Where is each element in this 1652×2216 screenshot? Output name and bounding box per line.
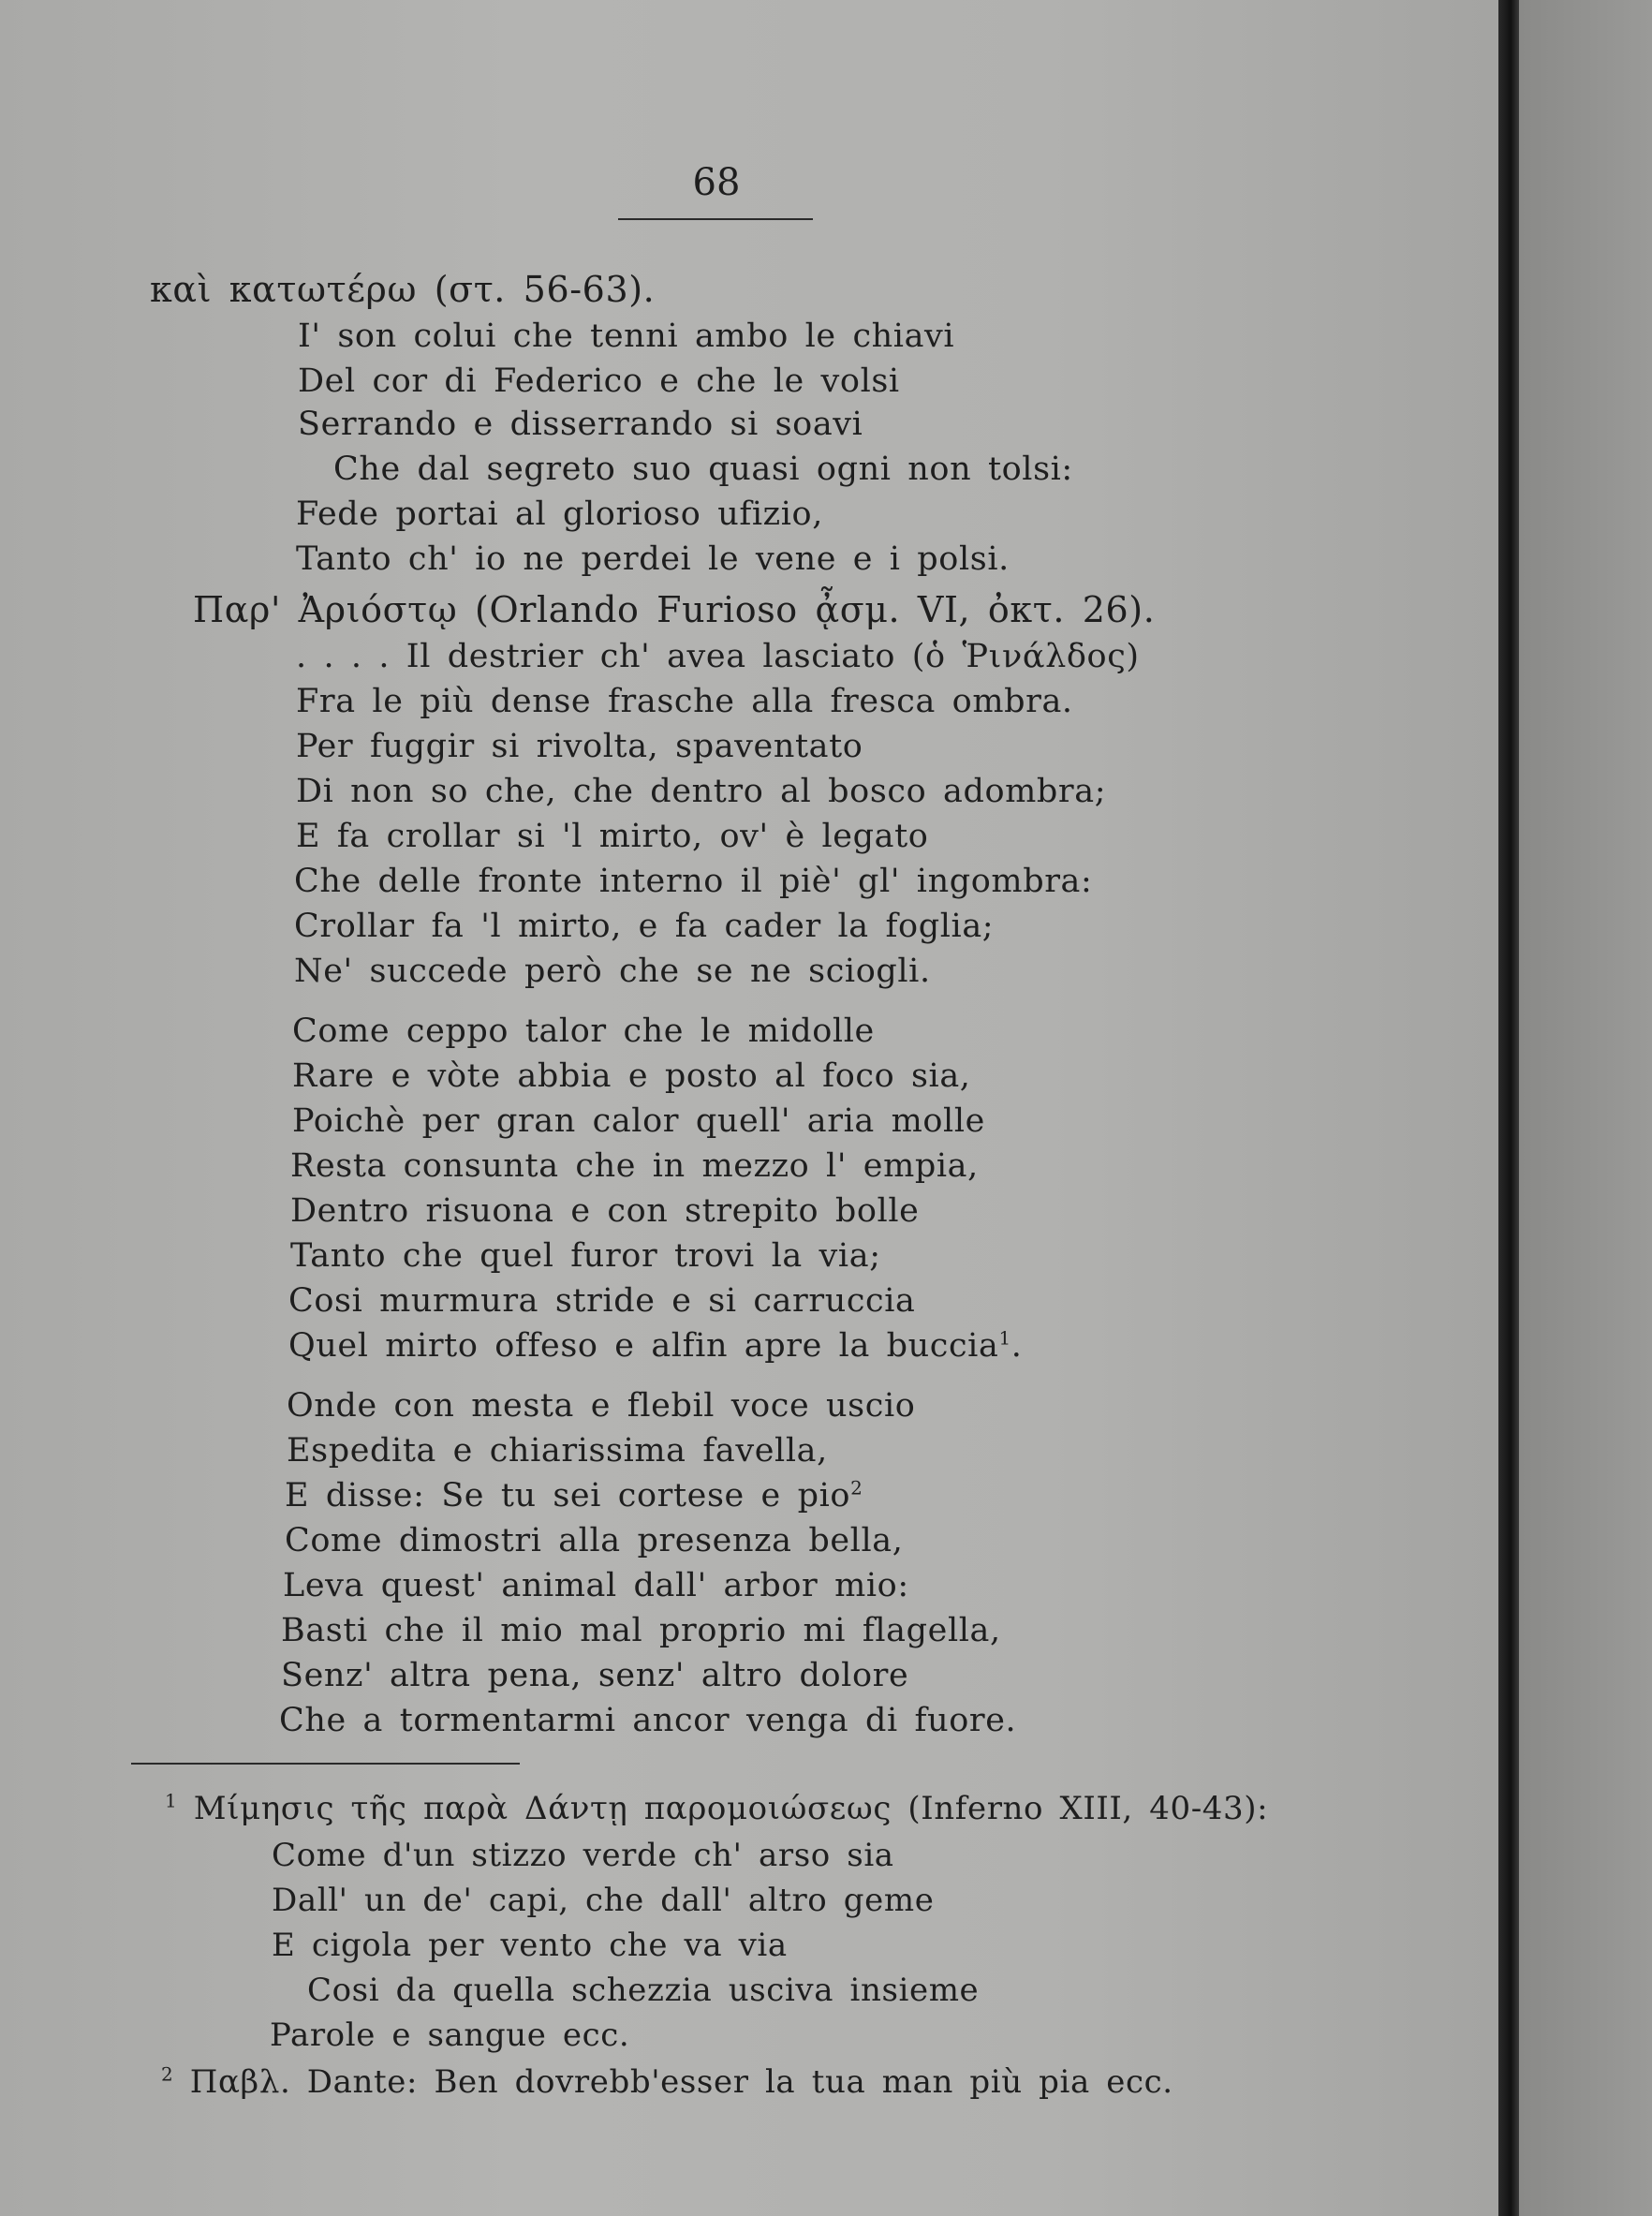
verse-line: Per fuggir si rivolta, spaventato — [296, 728, 863, 765]
footnote-verse: Parole e sangue ecc. — [270, 2017, 630, 2054]
verse-line: Onde con mesta e flebil voce uscio — [287, 1387, 916, 1425]
verse-line-with-note — [285, 1476, 863, 1514]
ariosto-header: Παρ' Ἀριόστῳ (Orlando Furioso ᾆσμ. VI, ὀκτ. 26). — [193, 589, 1156, 630]
verse-line: Tanto che quel furor trovi la via; — [290, 1237, 881, 1275]
verse-line: Del cor di Federico e che le volsi — [298, 362, 900, 400]
verse-line: Senz' altra pena, senz' altro dolore — [281, 1657, 909, 1694]
footnote-rule — [131, 1763, 520, 1765]
verse-line: Fede portai al glorioso ufizio, — [296, 495, 823, 533]
verse-line: Dentro risuona e con strepito bolle — [290, 1192, 920, 1230]
verse-line: Basti che il mio mal proprio mi flagella, — [281, 1612, 1001, 1649]
footnote-verse: Dall' un de' capi, che dall' altro geme — [272, 1882, 935, 1919]
verse-line: Resta consunta che in mezzo l' empia, — [290, 1147, 979, 1185]
footnote-2-text: Παβλ. Dante: Ben dovrebb'esser la tua man più pia ecc. — [189, 2063, 1173, 2101]
verse-line: Espedita e chiarissima favella, — [287, 1432, 828, 1470]
verse-line: E fa crollar si 'l mirto, ov' è legato — [296, 818, 929, 855]
footnote-mark: 2 — [850, 1476, 863, 1499]
verse-line-with-note — [288, 1326, 1023, 1365]
footnote-verse: Cosi da quella schezzia usciva insieme — [307, 1972, 980, 2009]
footnote-1 — [165, 1789, 1269, 1827]
verse-line: Crollar fa 'l mirto, e fa cader la foglia; — [294, 908, 995, 945]
verse-line: Fra le più dense frasche alla fresca ombra. — [296, 683, 1073, 720]
verse-line: Di non so che, che dentro al bosco adombra; — [296, 773, 1107, 810]
book-spine — [1498, 0, 1519, 2216]
footnote-verse: Come d'un stizzo verde ch' arso sia — [272, 1837, 894, 1874]
verse-line: . . . . Il destrier ch' avea lasciato (ὁ Ῥινάλδος) — [296, 638, 1140, 675]
page-number-rule — [618, 218, 813, 220]
footnote-number: 2 — [161, 2062, 174, 2086]
verse-line: Cosi murmura stride e si carruccia — [288, 1282, 916, 1320]
verse-line: Come ceppo talor che le midolle — [292, 1012, 875, 1050]
verse-line: Rare e vòte abbia e posto al foco sia, — [292, 1057, 971, 1095]
facing-page-edge — [1519, 0, 1652, 2216]
verse-text: E disse: Se tu sei cortese e pio — [285, 1477, 851, 1514]
footnote-2 — [161, 2062, 1173, 2101]
verse-line: Leva quest' animal dall' arbor mio: — [283, 1567, 909, 1604]
verse-line: Che a tormentarmi ancor venga di fuore. — [279, 1702, 1017, 1739]
page-number: 68 — [692, 161, 741, 204]
verse-text: Quel mirto offeso e alfin apre la buccia — [288, 1327, 999, 1365]
verse-line: Che delle fronte interno il piè' gl' ingombra: — [294, 863, 1093, 900]
intro-line: καὶ κατωτέρω (στ. 56-63). — [150, 269, 656, 310]
verse-line: Tanto ch' io ne perdei le vene e i polsi. — [296, 540, 1010, 578]
footnote-mark: 1 — [998, 1326, 1011, 1350]
verse-line: Come dimostri alla presenza bella, — [285, 1522, 904, 1559]
verse-line: Poichè per gran calor quell' aria molle — [292, 1102, 985, 1140]
footnote-verse: E cigola per vento che va via — [272, 1927, 788, 1964]
verse-punctuation: . — [1010, 1327, 1023, 1365]
verse-line: Ne' succede però che se ne sciogli. — [294, 953, 931, 990]
verse-line: I' son colui che tenni ambo le chiavi — [298, 318, 955, 355]
footnote-number: 1 — [165, 1789, 178, 1812]
verse-line: Serrando e disserrando si soavi — [298, 406, 863, 443]
footnote-1-intro: Μίμησις τῆς παρὰ Δάντῃ παρομοιώσεως (Inferno XIII, 40-43): — [193, 1790, 1269, 1827]
verse-line: Che dal segreto suo quasi ogni non tolsi: — [333, 451, 1073, 488]
